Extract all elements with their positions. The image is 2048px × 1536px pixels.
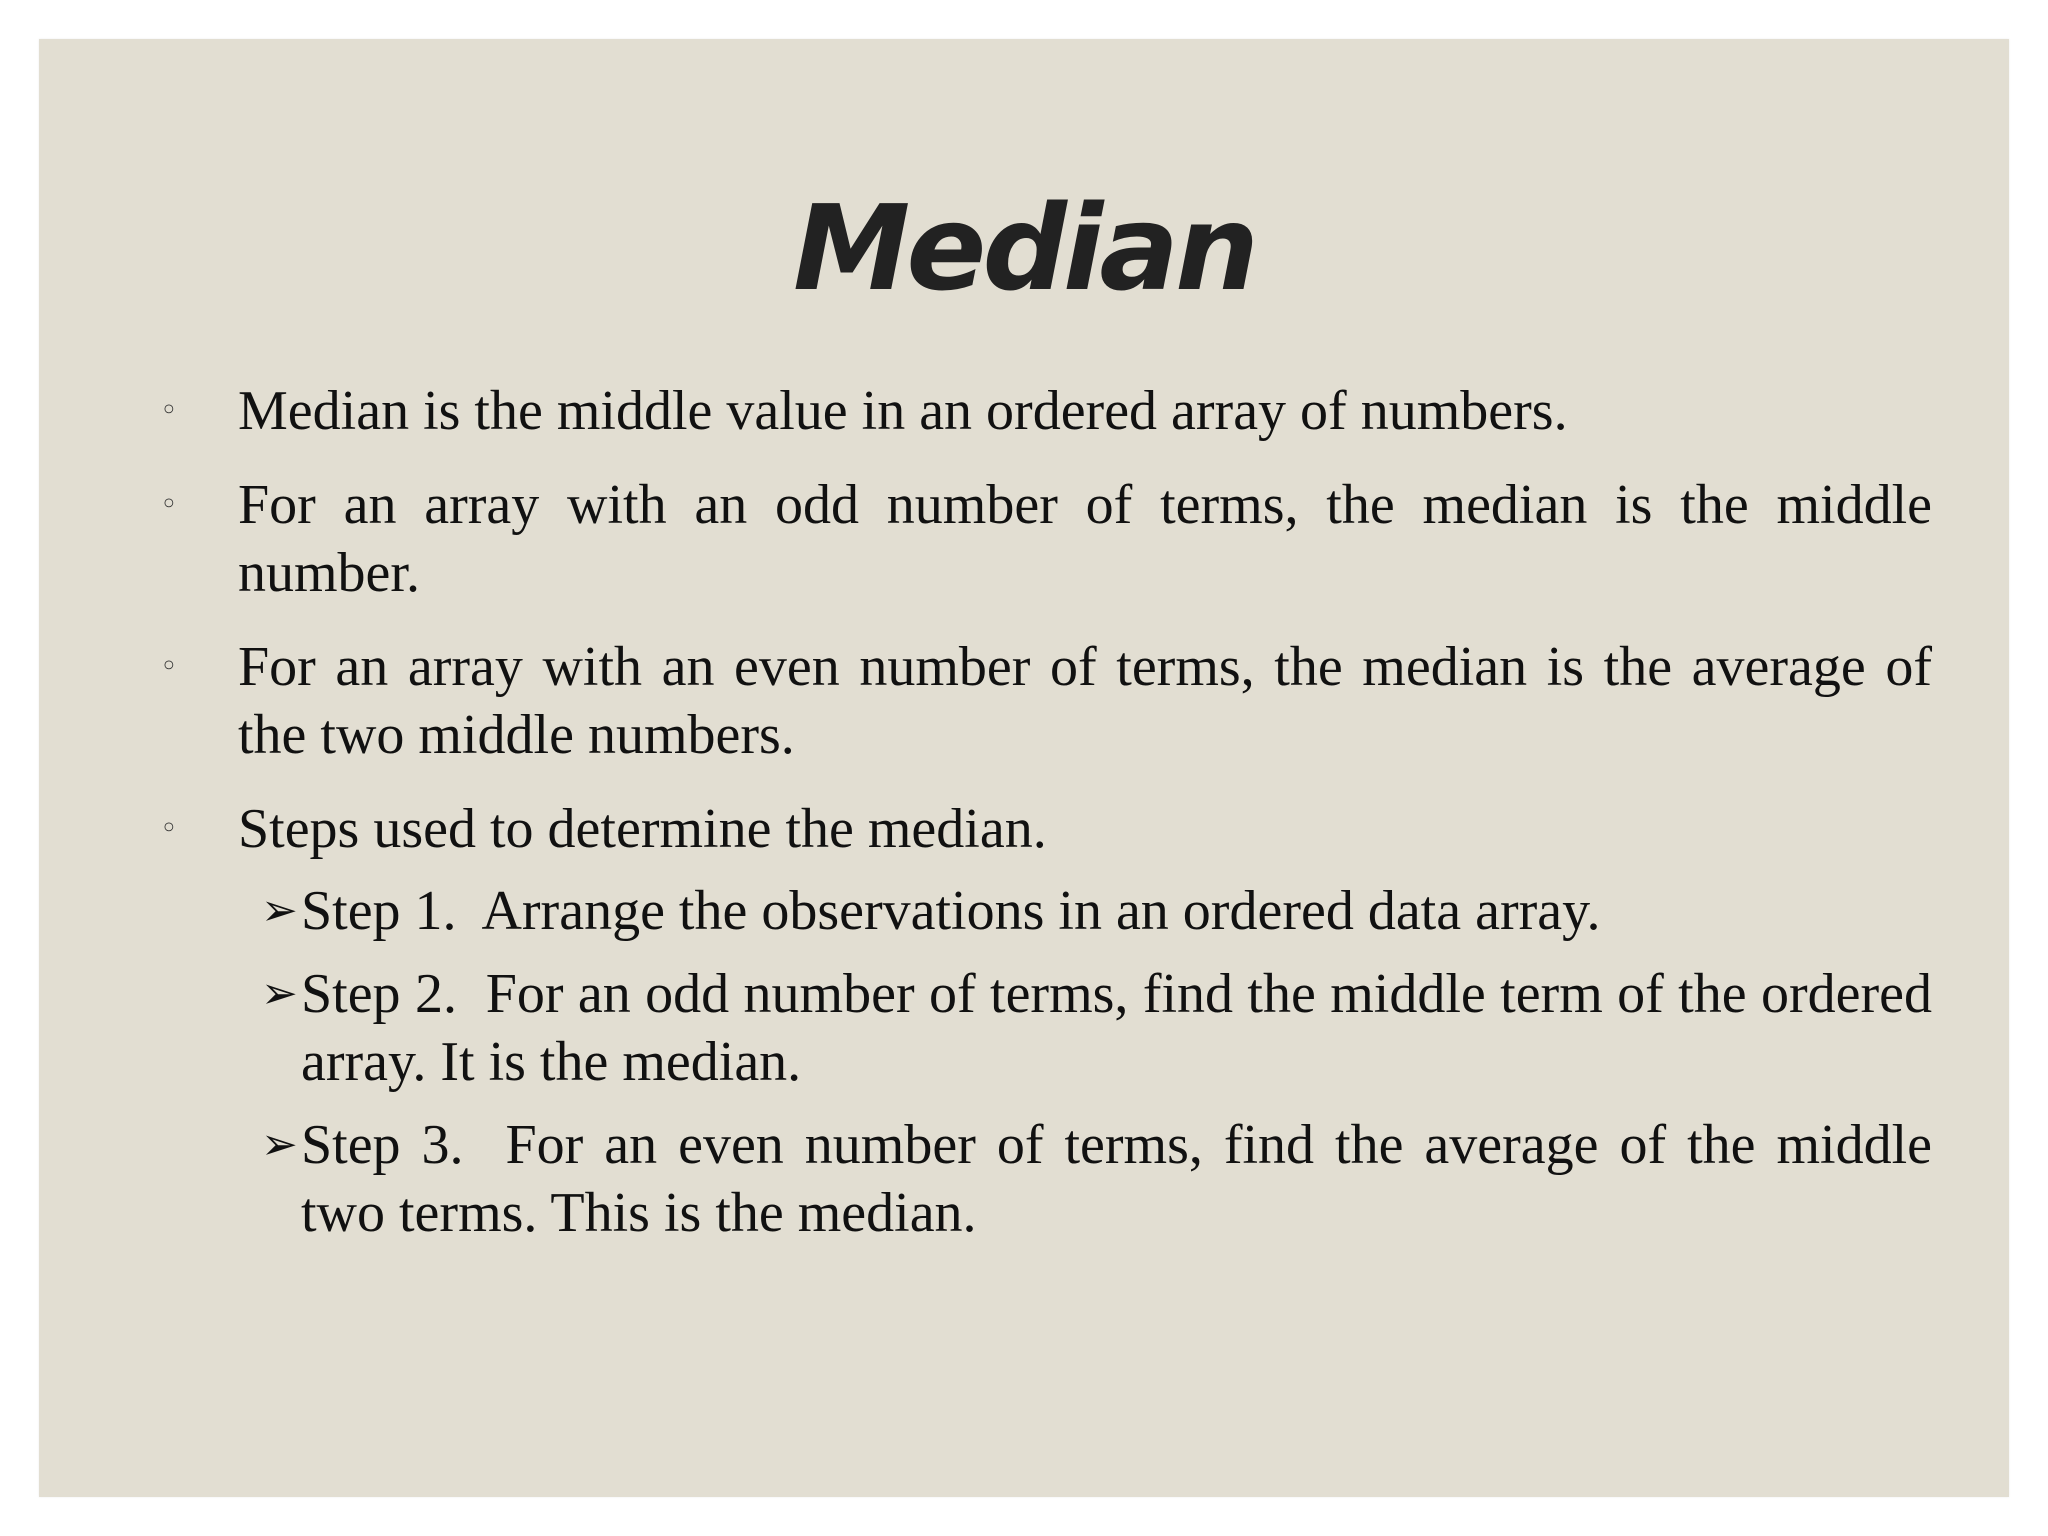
- bullet-item: [160, 633, 1932, 769]
- bullet-marker: ◦: [160, 393, 178, 428]
- step-item: [160, 877, 1932, 945]
- bullet-text: Median is the middle value in an ordered array of numbers.: [238, 380, 1568, 442]
- bullet-text: For an array with an odd number of terms, the median is the middle number.: [238, 474, 1932, 604]
- step-item: [160, 960, 1946, 1096]
- bullet-item: [160, 795, 1932, 863]
- step-text: Step 3. For an even number of terms, find the average of the middle two terms. This is the median.: [301, 1114, 1946, 1244]
- slide-title: Median: [792, 179, 1255, 317]
- bullet-marker: ◦: [160, 649, 178, 684]
- arrow-bullet-icon: ➢: [261, 885, 298, 936]
- step-text: Step 2. For an odd number of terms, find the middle term of the ordered array. It is the median.: [301, 963, 1946, 1093]
- step-text: Step 1. Arrange the observations in an ordered data array.: [301, 880, 1601, 942]
- step-item: [160, 1111, 1946, 1247]
- bullet-item: [160, 377, 1932, 445]
- arrow-bullet-icon: ➢: [261, 968, 298, 1019]
- slide-content: [160, 377, 1946, 1262]
- bullet-text: For an array with an even number of terms, the median is the average of the two middle numbers.: [238, 636, 1932, 766]
- arrow-bullet-icon: ➢: [261, 1119, 298, 1170]
- bullet-text: Steps used to determine the median.: [238, 798, 1047, 860]
- bullet-marker: ◦: [160, 487, 178, 522]
- slide: [39, 39, 2009, 1497]
- bullet-item: [160, 471, 1932, 607]
- bullet-marker: ◦: [160, 811, 178, 846]
